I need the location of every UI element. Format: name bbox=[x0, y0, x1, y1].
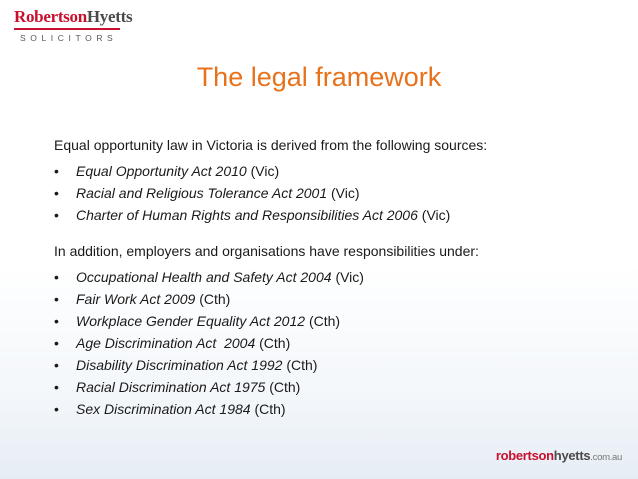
logo-divider bbox=[14, 28, 120, 30]
footer-word-hyetts: hyetts bbox=[553, 448, 591, 463]
bullet: • bbox=[54, 163, 59, 179]
footer-domain: .com.au bbox=[590, 452, 622, 463]
act-jurisdiction: (Cth) bbox=[259, 335, 291, 351]
bullet: • bbox=[54, 207, 59, 223]
act-jurisdiction: (Vic) bbox=[335, 269, 364, 285]
act-name: Sex Discrimination Act 1984 bbox=[76, 401, 251, 417]
list-item bbox=[54, 354, 624, 376]
act-name: Age Discrimination Act 2004 bbox=[76, 335, 256, 351]
responsibilities-list bbox=[54, 266, 624, 420]
list-item bbox=[54, 332, 624, 354]
act-name: Workplace Gender Equality Act 2012 bbox=[76, 313, 306, 329]
bullet: • bbox=[54, 379, 59, 395]
responsibilities-intro: In addition, employers and organisations have responsibilities under: bbox=[54, 243, 479, 259]
bullet: • bbox=[54, 335, 59, 351]
bullet: • bbox=[54, 269, 59, 285]
logo-word-robertson: Robertson bbox=[14, 7, 87, 26]
bullet: • bbox=[54, 185, 59, 201]
act-jurisdiction: (Cth) bbox=[199, 291, 231, 307]
logo-wordmark bbox=[14, 8, 132, 26]
act-jurisdiction: (Cth) bbox=[254, 401, 286, 417]
act-name: Racial Discrimination Act 1975 bbox=[76, 379, 266, 395]
act-jurisdiction: (Vic) bbox=[421, 207, 451, 223]
act-name: Charter of Human Rights and Responsibilities Act 2006 bbox=[76, 207, 418, 223]
list-item bbox=[54, 266, 624, 288]
act-jurisdiction: (Cth) bbox=[286, 357, 318, 373]
list-item bbox=[54, 288, 624, 310]
slide-title: The legal framework bbox=[196, 62, 442, 92]
sources-intro: Equal opportunity law in Victoria is derived from the following sources: bbox=[54, 137, 488, 153]
act-name: Racial and Religious Tolerance Act 2001 bbox=[76, 185, 328, 201]
footer-logo bbox=[496, 448, 622, 463]
bullet: • bbox=[54, 401, 59, 417]
logo-word-hyetts: Hyetts bbox=[86, 7, 133, 26]
list-item bbox=[54, 160, 624, 182]
act-name: Occupational Health and Safety Act 2004 bbox=[76, 269, 332, 285]
act-jurisdiction: (Cth) bbox=[269, 379, 301, 395]
sources-list bbox=[54, 160, 624, 226]
list-item bbox=[54, 310, 624, 332]
list-item bbox=[54, 204, 624, 226]
company-logo bbox=[14, 8, 132, 43]
act-jurisdiction: (Cth) bbox=[308, 313, 341, 329]
act-name: Disability Discrimination Act 1992 bbox=[76, 357, 283, 373]
act-name: Equal Opportunity Act 2010 bbox=[76, 163, 247, 179]
bullet: • bbox=[54, 313, 59, 329]
list-item bbox=[54, 182, 624, 204]
act-jurisdiction: (Vic) bbox=[250, 163, 280, 179]
list-item bbox=[54, 398, 624, 420]
act-jurisdiction: (Vic) bbox=[331, 185, 360, 201]
bullet: • bbox=[54, 357, 59, 373]
slide-content bbox=[54, 134, 624, 420]
act-name: Fair Work Act 2009 bbox=[76, 291, 196, 307]
list-item bbox=[54, 376, 624, 398]
logo-subtitle: SOLICITORS bbox=[20, 33, 118, 43]
footer-word-robertson: robertson bbox=[495, 448, 554, 463]
bullet: • bbox=[54, 291, 59, 307]
